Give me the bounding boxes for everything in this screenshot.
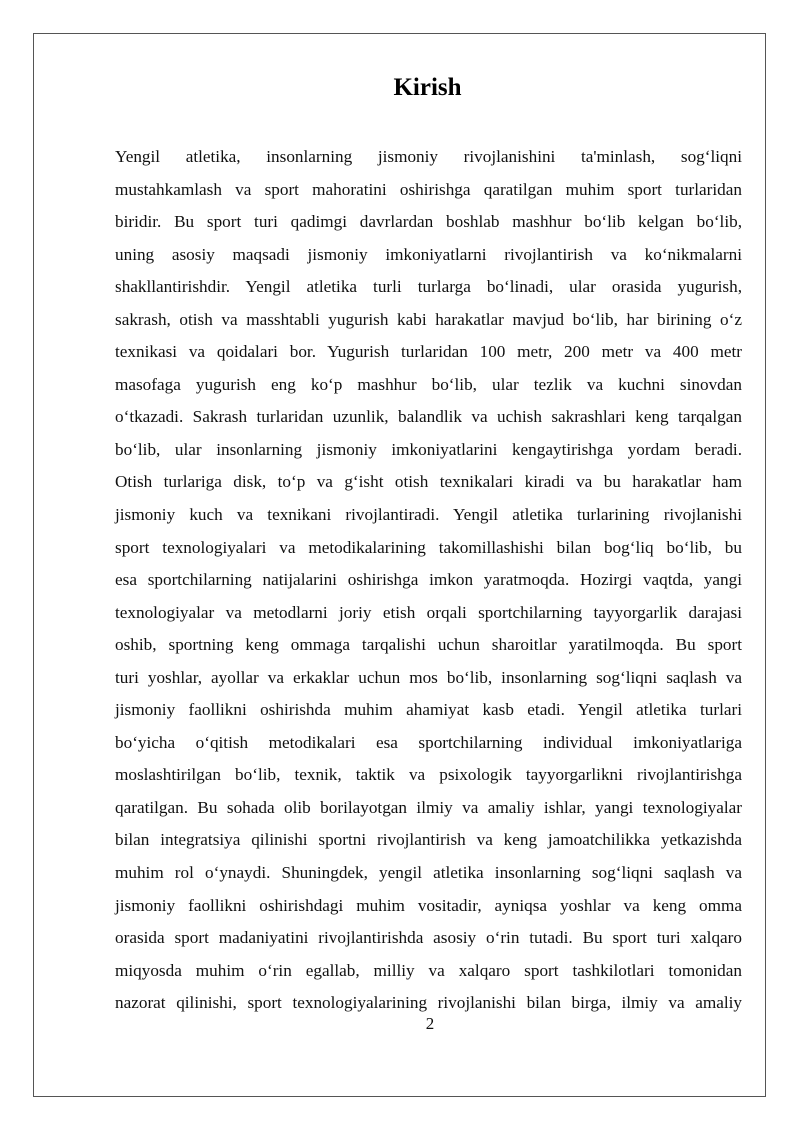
paragraph-line: bo‘lib, ular insonlarning jismoniy imkoniyatlarini kengaytirishga yordam beradi.: [115, 439, 742, 459]
paragraph-line: o‘tkazadi. Sakrash turlaridan uzunlik, balandlik va uchish sakrashlari keng tarqalgan: [115, 407, 742, 427]
paragraph-line: sakrash, otish va masshtabli yugurish kabi harakatlar mavjud bo‘lib, har birining o‘z: [115, 309, 742, 329]
paragraph-line: texnikasi va qoidalari bor. Yugurish turlaridan 100 metr, 200 metr va 400 metr: [115, 342, 742, 362]
paragraph-line: bilan integratsiya qilinishi sportni rivojlantirish va keng jamoatchilikka yetkazishda: [115, 830, 742, 850]
paragraph-line: biridir. Bu sport turi qadimgi davrlardan boshlab mashhur bo‘lib kelgan bo‘lib,: [115, 212, 742, 232]
paragraph-line: bo‘yicha o‘qitish metodikalari esa sportchilarning individual imkoniyatlariga: [115, 732, 742, 752]
paragraph-line: texnologiyalar va metodlarni joriy etish orqali sportchilarning tayyorgarlik darajasi: [115, 602, 742, 622]
paragraph-line: sport texnologiyalari va metodikalarining takomillashishi bilan bog‘liq bo‘lib, bu: [115, 537, 742, 557]
paragraph-line: muhim rol o‘ynaydi. Shuningdek, yengil atletika insonlarning sog‘liqni saqlash va: [115, 863, 742, 883]
paragraph-line: Otish turlariga disk, to‘p va g‘isht otish texnikalari kiradi va bu harakatlar ham: [115, 472, 742, 492]
paragraph-line: masofaga yugurish eng ko‘p mashhur bo‘lib, ular tezlik va kuchni sinovdan: [115, 374, 742, 394]
paragraph-line: mustahkamlash va sport mahoratini oshirishga qaratilgan muhim sport turlaridan: [115, 179, 742, 199]
page-title: Kirish: [393, 74, 462, 101]
paragraph-line: esa sportchilarning natijalarini oshirishga imkon yaratmoqda. Hozirgi vaqtda, yangi: [115, 570, 742, 590]
paragraph-line: uning asosiy maqsadi jismoniy imkoniyatlarni rivojlantirish va ko‘nikmalarni: [115, 244, 742, 264]
paragraph-line: oshib, sportning keng ommaga tarqalishi uchun sharoitlar yaratilmoqda. Bu sport: [115, 635, 742, 655]
paragraph-line: Yengil atletika, insonlarning jismoniy rivojlanishini ta'minlash, sog‘liqni: [115, 147, 742, 166]
paragraph-line: nazorat qilinishi, sport texnologiyalarining rivojlanishi bilan birga, ilmiy va amaliy: [115, 993, 742, 1013]
paragraph-line: orasida sport madaniyatini rivojlantirishda asosiy o‘rin tutadi. Bu sport turi xalqaro: [115, 928, 742, 948]
paragraph-line: jismoniy kuch va texnikani rivojlantiradi. Yengil atletika turlarining rivojlanishi: [115, 505, 742, 525]
paragraph-line: moslashtirilgan bo‘lib, texnik, taktik va psixologik tayyorgarlikni rivojlantirishga: [115, 765, 742, 785]
page-number: 2: [425, 1014, 435, 1033]
paragraph-line: qaratilgan. Bu sohada olib borilayotgan ilmiy va amaliy ishlar, yangi texnologiyalar: [115, 797, 742, 817]
body-paragraph: [115, 141, 742, 1020]
paragraph-line: shakllantirishdir. Yengil atletika turli turlarga bo‘linadi, ular orasida yugurish,: [115, 277, 742, 297]
paragraph-line: turi yoshlar, ayollar va erkaklar uchun mos bo‘lib, insonlarning sog‘liqni saqlash va: [115, 667, 742, 687]
paragraph-line: miqyosda muhim o‘rin egallab, milliy va xalqaro sport tashkilotlari tomonidan: [115, 960, 742, 980]
paragraph-line: jismoniy faollikni oshirishda muhim ahamiyat kasb etadi. Yengil atletika turlari: [115, 700, 742, 720]
paragraph-line: jismoniy faollikni oshirishdagi muhim vositadir, ayniqsa yoshlar va keng omma: [115, 895, 742, 915]
